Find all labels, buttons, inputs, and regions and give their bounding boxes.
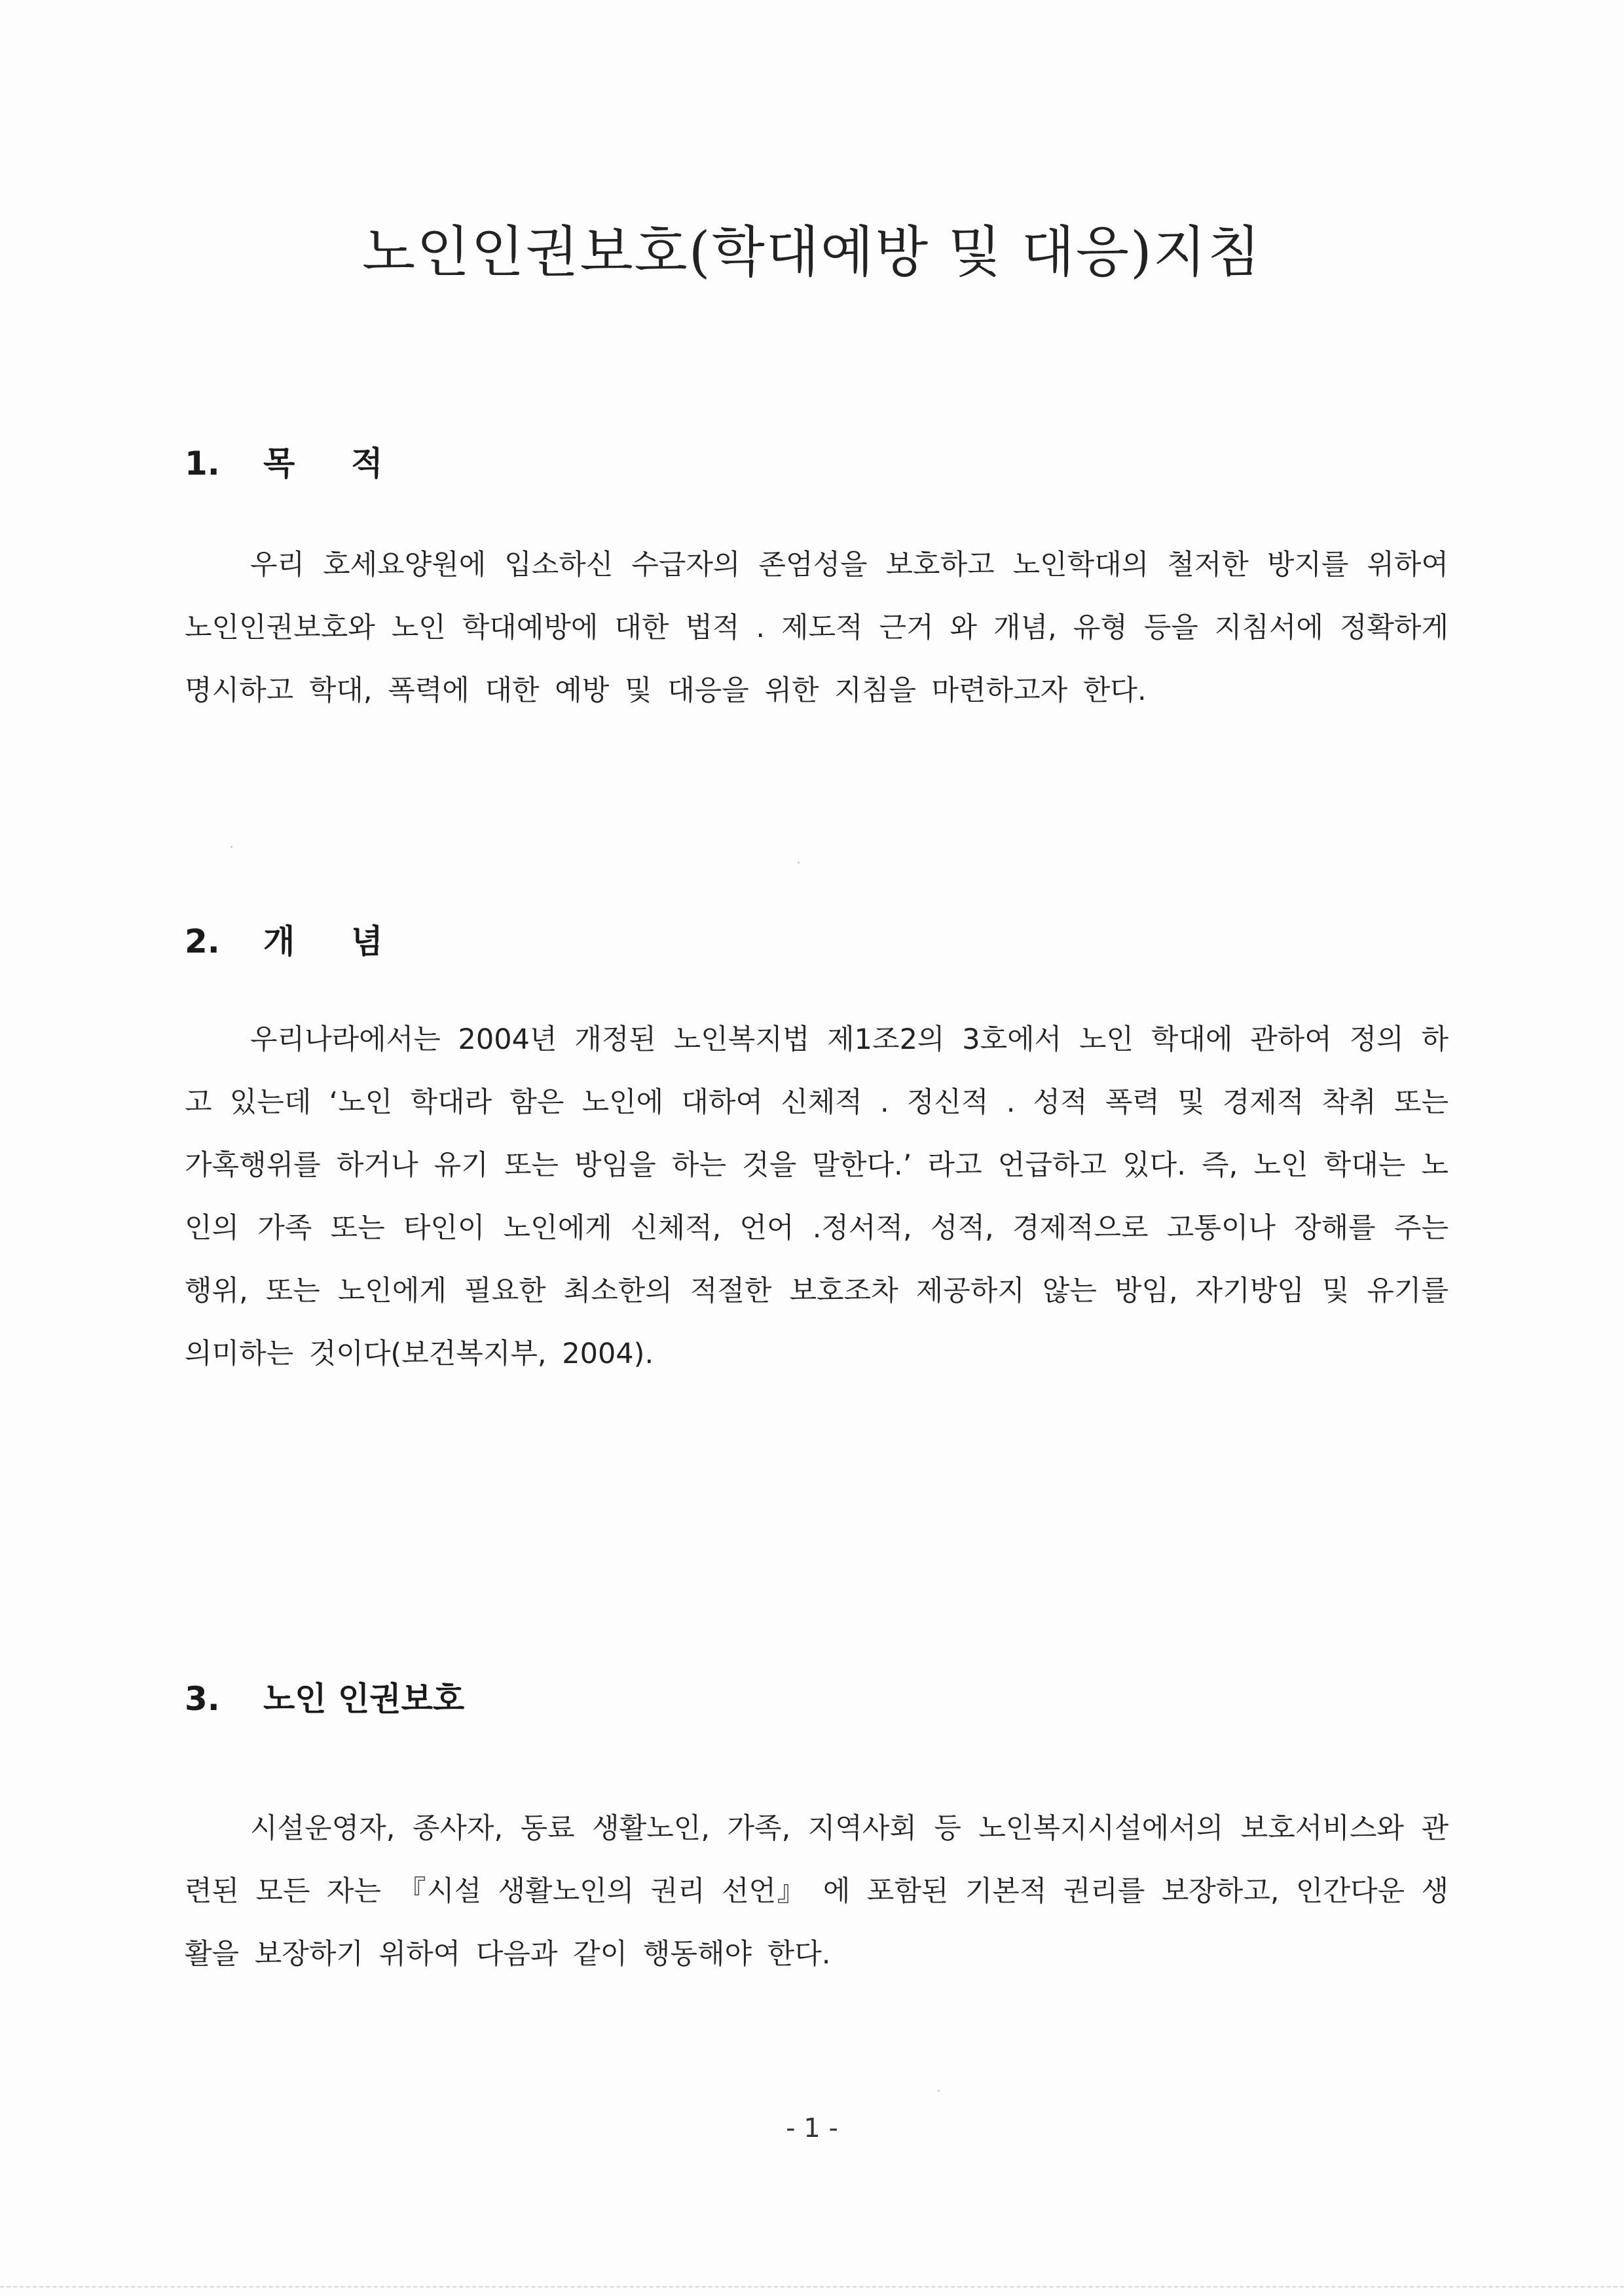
section-body-human-rights: 시설운영자, 종사자, 동료 생활노인, 가족, 지역사회 등 노인복지시설에서의 보호서비스와 관련된 모든 자는 『시설 생활노인의 권리 선언』 에 포함된 기본적 권리를 보장하고, 인간다운 생활을 보장하기 위하여 다음과 같이 행동해야 한다. (185, 1812, 1449, 1971)
section-body-concept: 우리나라에서는 2004년 개정된 노인복지법 제1조2의 3호에서 노인 학대에 관하여 정의 하고 있는데 ‘노인 학대라 함은 노인에 대하여 신체적 . 정신적 . 성적 폭력 및 경제적 착취 또는 가혹행위를 하거나 유기 또는 방임을 하는 것을 말한다.’ 라고 언급하고 있다. 즉, 노인 학대는 노인의 가족 또는 타인이 노인에게 신체적, 언어 .정서적, 성적, 경제적으로 고통이나 장해를 주는 행위, 또는 노인에게 필요한 최소한의 적절한 보호조차 제공하지 않는 방임, 자기방임 및 유기를 의미하는 것이다(보건복지부, 2004). (185, 1023, 1449, 1370)
scan-edge-rule (0, 2286, 1624, 2287)
section-body-purpose: 우리 호세요양원에 입소하신 수급자의 존엄성을 보호하고 노인학대의 철저한 방지를 위하여 노인인권보호와 노인 학대예방에 대한 법적 . 제도적 근거 와 개념, 유형 등을 지침서에 정확하게 명시하고 학대, 폭력에 대한 예방 및 대응을 위한 지침을 마련하고자 한다. (185, 549, 1449, 707)
document-title: 노인인권보호(학대예방 및 대응)지침 (361, 220, 1263, 284)
section-heading-concept (185, 915, 439, 962)
section-number: 2. (185, 922, 220, 960)
section-heading-purpose (185, 437, 439, 484)
scan-speck (798, 862, 800, 864)
section-number: 3. (185, 1680, 220, 1718)
section-heading-human-rights (185, 1673, 464, 1720)
scan-speck (938, 2090, 940, 2092)
section-number: 1. (185, 445, 220, 483)
section-title: 개념 (263, 922, 439, 960)
scan-speck (231, 846, 232, 848)
section-title: 목적 (263, 445, 439, 483)
page-number: - 1 - (786, 2113, 838, 2143)
section-title: 노인 인권보호 (263, 1680, 465, 1718)
